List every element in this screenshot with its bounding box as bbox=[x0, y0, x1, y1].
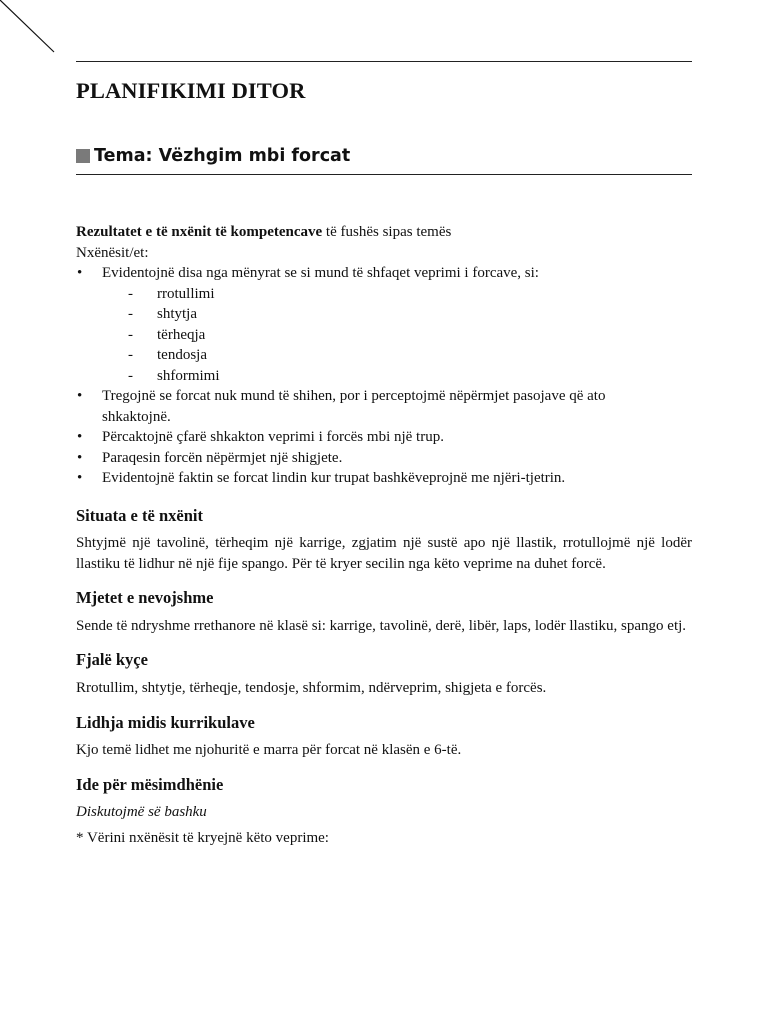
theme-rule bbox=[76, 174, 692, 175]
teaching-ideas-heading: Ide për mësimdhënie bbox=[76, 775, 224, 794]
bullet-icon: • bbox=[77, 388, 83, 404]
dash-icon: - bbox=[128, 326, 133, 343]
theme-square-icon bbox=[76, 149, 90, 163]
situation-heading: Situata e të nxënit bbox=[76, 505, 203, 525]
bullet-icon: • bbox=[77, 265, 83, 281]
keywords-text: Rrotullim, shtytje, tërheqje, tendosje, shformim, ndërveprim, shigjeta e forcës. bbox=[76, 679, 547, 696]
sub-list-item bbox=[102, 345, 692, 366]
dash-icon: - bbox=[128, 285, 133, 302]
situation-text: Shtyjmë një tavolinë, tërheqim një karrige, zgjatim një sustë apo një llastik, rrotullojmë një lodër llastiku të lidhur në një fije spango. Për të kryer secilin nga këto veprime na duhet forcë. bbox=[76, 535, 692, 572]
outcomes-heading-rest: të fushës sipas temës bbox=[322, 224, 452, 240]
theme-title: Tema: Vëzhgim mbi forcat bbox=[94, 146, 351, 166]
list-item-text: Evidentojnë faktin se forcat lindin kur trupat bashkëveprojnë me njëri-tjetrin. bbox=[102, 470, 566, 486]
students-label: Nxënësit/et: bbox=[76, 244, 149, 261]
document-body bbox=[76, 222, 692, 849]
page-title: PLANIFIKIMI DITOR bbox=[76, 78, 306, 103]
dash-icon: - bbox=[128, 306, 133, 322]
bullet-icon: • bbox=[77, 429, 83, 445]
sub-list-item-text: shformimi bbox=[157, 367, 220, 384]
list-item-text: Evidentojnë disa nga mënyrat se si mund të shfaqet veprimi i forcave, si: bbox=[102, 265, 539, 281]
list-item bbox=[76, 263, 692, 386]
curriculum-link-text: Kjo temë lidhet me njohuritë e marra për forcat në klasën e 6-të. bbox=[76, 741, 462, 758]
sub-list-item-text: tërheqja bbox=[157, 326, 206, 343]
teaching-ideas-subheading: Diskutojmë së bashku bbox=[76, 803, 207, 820]
bullet-icon: • bbox=[77, 449, 83, 466]
materials-heading: Mjetet e nevojshme bbox=[76, 588, 214, 607]
dash-icon: - bbox=[128, 367, 133, 384]
outcomes-list bbox=[76, 263, 692, 489]
sub-list-item bbox=[102, 366, 692, 387]
list-item bbox=[76, 427, 692, 448]
dash-icon: - bbox=[128, 347, 133, 363]
list-item bbox=[76, 386, 692, 427]
list-item bbox=[76, 468, 692, 489]
sub-list-item-text: tendosja bbox=[157, 347, 207, 363]
materials-text: Sende të ndryshme rrethanore në klasë si: karrige, tavolinë, derë, libër, laps, lodër llastiku, spango etj. bbox=[76, 617, 687, 634]
theme-heading bbox=[76, 146, 350, 166]
outcomes-heading bbox=[76, 222, 692, 243]
corner-fold-line bbox=[0, 0, 60, 60]
keywords-heading: Fjalë kyçe bbox=[76, 650, 148, 669]
sub-list bbox=[102, 284, 692, 387]
sub-list-item bbox=[102, 304, 692, 325]
curriculum-link-heading: Lidhja midis kurrikulave bbox=[76, 713, 255, 732]
outcomes-heading-bold: Rezultatet e të nxënit të kompetencave bbox=[76, 224, 323, 240]
top-rule bbox=[76, 61, 692, 62]
list-item-text: Përcaktojnë çfarë shkakton veprimi i forcës mbi një trup. bbox=[102, 429, 444, 445]
sub-list-item bbox=[102, 284, 692, 305]
list-item-text: Tregojnë se forcat nuk mund të shihen, por i perceptojmë nëpërmjet pasojave që ato shkaktojnë. bbox=[102, 388, 606, 425]
teaching-ideas-text: * Vërini nxënësit të kryejnë këto veprime: bbox=[76, 830, 329, 846]
sub-list-item-text: shtytja bbox=[157, 306, 197, 322]
sub-list-item-text: rrotullimi bbox=[157, 285, 215, 302]
sub-list-item bbox=[102, 325, 692, 346]
bullet-icon: • bbox=[77, 470, 83, 486]
list-item bbox=[76, 448, 692, 469]
list-item-text: Paraqesin forcën nëpërmjet një shigjete. bbox=[102, 449, 343, 466]
